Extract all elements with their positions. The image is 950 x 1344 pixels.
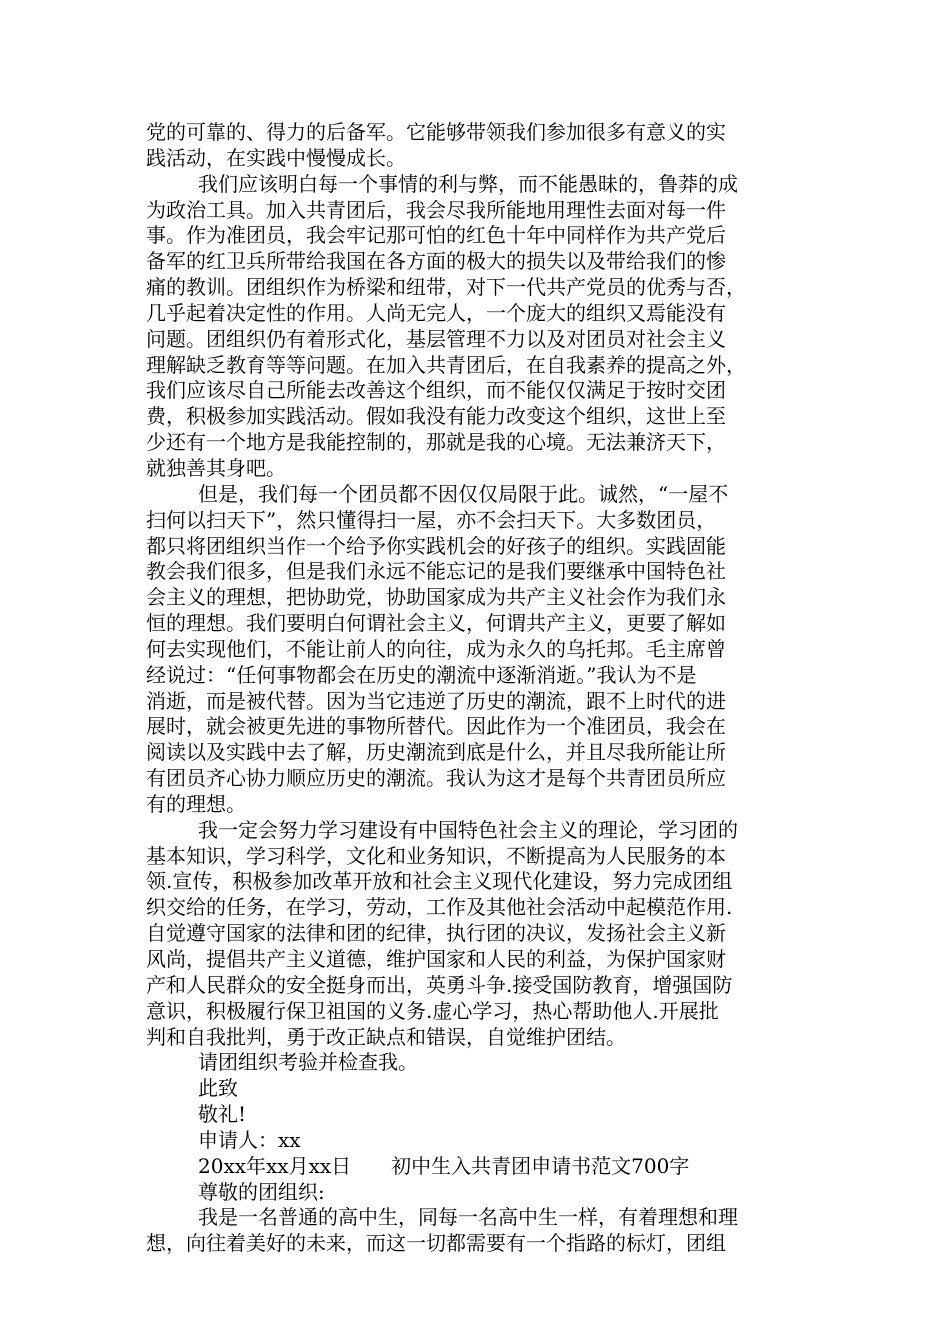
text-line: 会主义的理想，把协助党，协助国家成为共产主义社会作为我们永 xyxy=(146,585,726,610)
text-line: 我是一名普通的高中生，同每一名高中生一样，有着理想和理 xyxy=(198,1205,738,1230)
text-line: 展时，就会被更先进的事物所替代。因此作为一个准团员，我会在 xyxy=(146,714,726,739)
text-line: 几乎起着决定性的作用。人尚无完人，一个庞大的组织又焉能没有 xyxy=(146,300,726,325)
text-line: 判和自我批判，勇于改正缺点和错误，自觉维护团结。 xyxy=(146,1024,626,1049)
text-line: 敬礼! xyxy=(198,1102,247,1127)
text-line: 经说过：“任何事物都会在历史的潮流中逐渐消逝。”我认为不是 xyxy=(146,662,697,687)
text-line: 少还有一个地方是我能控制的，那就是我的心境。无法兼济天下， xyxy=(146,430,726,455)
text-line: 意识，积极履行保卫祖国的义务.虚心学习，热心帮助他人.开展批 xyxy=(146,998,719,1023)
text-line: 党的可靠的、得力的后备军。它能够带领我们参加很多有意义的实 xyxy=(146,120,726,144)
document-body xyxy=(146,120,812,1257)
text-line: 备军的红卫兵所带给我国在各方面的极大的损失以及带给我们的惨 xyxy=(146,249,726,274)
text-line: 我一定会努力学习建设有中国特色社会主义的理论，学习团的 xyxy=(198,817,738,842)
text-line: 此致 xyxy=(198,1076,238,1101)
text-line: 扫何以扫天下”，然只懂得扫一屋，亦不会扫天下。大多数团员， xyxy=(146,507,717,532)
text-line: 织交给的任务，在学习，劳动，工作及其他社会活动中起模范作用. xyxy=(146,895,733,920)
text-line: 领.宣传，积极参加改革开放和社会主义现代化建设，努力完成团组 xyxy=(146,869,733,894)
text-line: 申请人：xx xyxy=(198,1127,301,1152)
text-line: 何去实现他们，不能让前人的向往，成为永久的乌托邦。毛主席曾 xyxy=(146,636,726,661)
text-line: 理解缺乏教育等等问题。在加入共青团后，在自我素养的提高之外， xyxy=(146,352,746,377)
text-line: 风尚，提倡共产主义道德，维护国家和人民的利益，为保护国家财 xyxy=(146,947,726,971)
text-line: 消逝，而是被代替。因为当它违逆了历史的潮流，跟不上时代的进 xyxy=(146,688,726,713)
text-line: 产和人民群众的安全挺身而出，英勇斗争.接受国防教育，增强国防 xyxy=(146,972,733,997)
text-line: 问题。团组织仍有着形式化，基层管理不力以及对团员对社会主义 xyxy=(146,326,726,351)
text-line: 就独善其身吧。 xyxy=(146,455,286,480)
text-line: 恒的理想。我们要明白何谓社会主义，何谓共产主义，更要了解如 xyxy=(146,611,726,636)
text-line: 为政治工具。加入共青团后，我会尽我所能地用理性去面对每一件 xyxy=(146,197,726,222)
text-line: 基本知识，学习科学，文化和业务知识，不断提高为人民服务的本 xyxy=(146,843,726,868)
text-line: 阅读以及实践中去了解，历史潮流到底是什么，并且尽我所能让所 xyxy=(146,740,726,765)
text-line: 我们应该明白每一个事情的利与弊，而不能愚昧的，鲁莽的成 xyxy=(198,171,738,196)
text-line: 有团员齐心协力顺应历史的潮流。我认为这才是每个共青团员所应 xyxy=(146,766,726,791)
text-line: 费，积极参加实践活动。假如我没有能力改变这个组织，这世上至 xyxy=(146,404,726,429)
text-line: 践活动，在实践中慢慢成长。 xyxy=(146,145,406,170)
text-line: 都只将团组织当作一个给予你实践机会的好孩子的组织。实践固能 xyxy=(146,533,726,558)
text-line: 痛的教训。团组织作为桥梁和纽带，对下一代共产党员的优秀与否， xyxy=(146,275,746,300)
text-line: 教会我们很多，但是我们永远不能忘记的是我们要继承中国特色社 xyxy=(146,559,726,584)
text-line: 想，向往着美好的未来，而这一切都需要有一个指路的标灯，团组 xyxy=(146,1231,726,1256)
text-line: 有的理想。 xyxy=(146,791,246,816)
text-line: 请团组织考验并检查我。 xyxy=(198,1050,418,1075)
text-line: 但是，我们每一个团员都不因仅仅局限于此。诚然，“一屋不 xyxy=(198,481,729,506)
text-line: 尊敬的团组织: xyxy=(198,1179,325,1204)
text-line: 20xx年xx月xx日 初中生入共青团申请书范文700字 xyxy=(198,1153,690,1178)
text-line: 我们应该尽自己所能去改善这个组织，而不能仅仅满足于按时交团 xyxy=(146,378,726,403)
text-line: 事。作为准团员，我会牢记那可怕的红色十年中同样作为共产党后 xyxy=(146,223,726,248)
text-line: 自觉遵守国家的法律和团的纪律，执行团的决议，发扬社会主义新 xyxy=(146,921,726,946)
